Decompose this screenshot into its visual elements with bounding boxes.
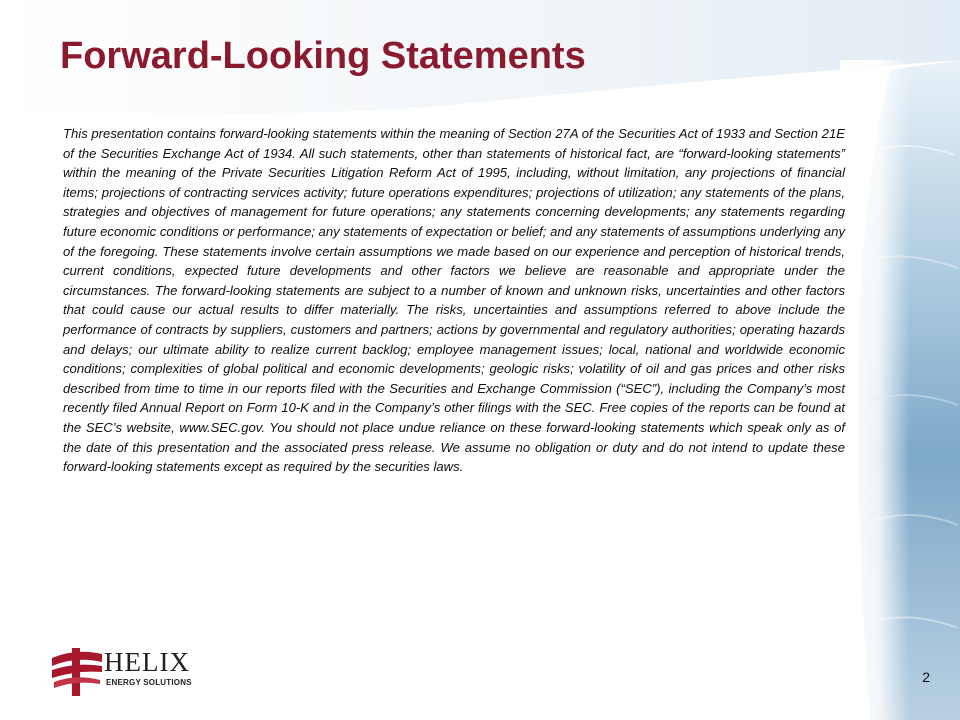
helix-logo bbox=[50, 644, 210, 700]
helix-logo-icon bbox=[50, 644, 106, 700]
logo-tagline: ENERGY SOLUTIONS bbox=[106, 678, 192, 687]
logo-wordmark: HELIX bbox=[104, 647, 190, 677]
slide-title: Forward-Looking Statements bbox=[60, 35, 586, 77]
disclaimer-paragraph: This presentation contains forward-looking statements within the meaning of Section 27A of the Securities Act of 1933 and Section 21E of the Securities Exchange Act of 1934. All such statements, other than statements of historical fact, are “forward-looking statements” within the meaning of the Private Securities Litigation Reform Act of 1995, including, without limitation, any projections of financial items; projections of contracting services activity; future operations expenditures; projections of utilization; any statements of the plans, strategies and objectives of management for future operations; any statements concerning developments; any statements regarding future economic conditions or performance; any statements of expectation or belief; and any statements of assumptions underlying any of the foregoing. These statements involve certain assumptions we made based on our experience and perception of historical trends, current conditions, expected future developments and other factors we believe are reasonable and appropriate under the circumstances. The forward-looking statements are subject to a number of known and unknown risks, uncertainties and other factors that could cause our actual results to differ materially. The risks, uncertainties and assumptions referred to above include the performance of contracts by suppliers, customers and partners; actions by governmental and regulatory authorities; operating hazards and delays; our ultimate ability to realize current backlog; employee management issues; local, national and worldwide economic conditions; complexities of global political and economic developments; geologic risks; volatility of oil and gas prices and other risks described from time to time in our reports filed with the Securities and Exchange Commission (“SEC”), including the Company’s most recently filed Annual Report on Form 10-K and in the Company’s other filings with the SEC. Free copies of the reports can be found at the SEC’s website, www.SEC.gov. You should not place undue reliance on these forward-looking statements which speak only as of the date of this presentation and the associated press release. We assume no obligation or duty and do not intend to update these forward-looking statements except as required by the securities laws. bbox=[63, 126, 845, 475]
page-number: 2 bbox=[922, 669, 930, 685]
